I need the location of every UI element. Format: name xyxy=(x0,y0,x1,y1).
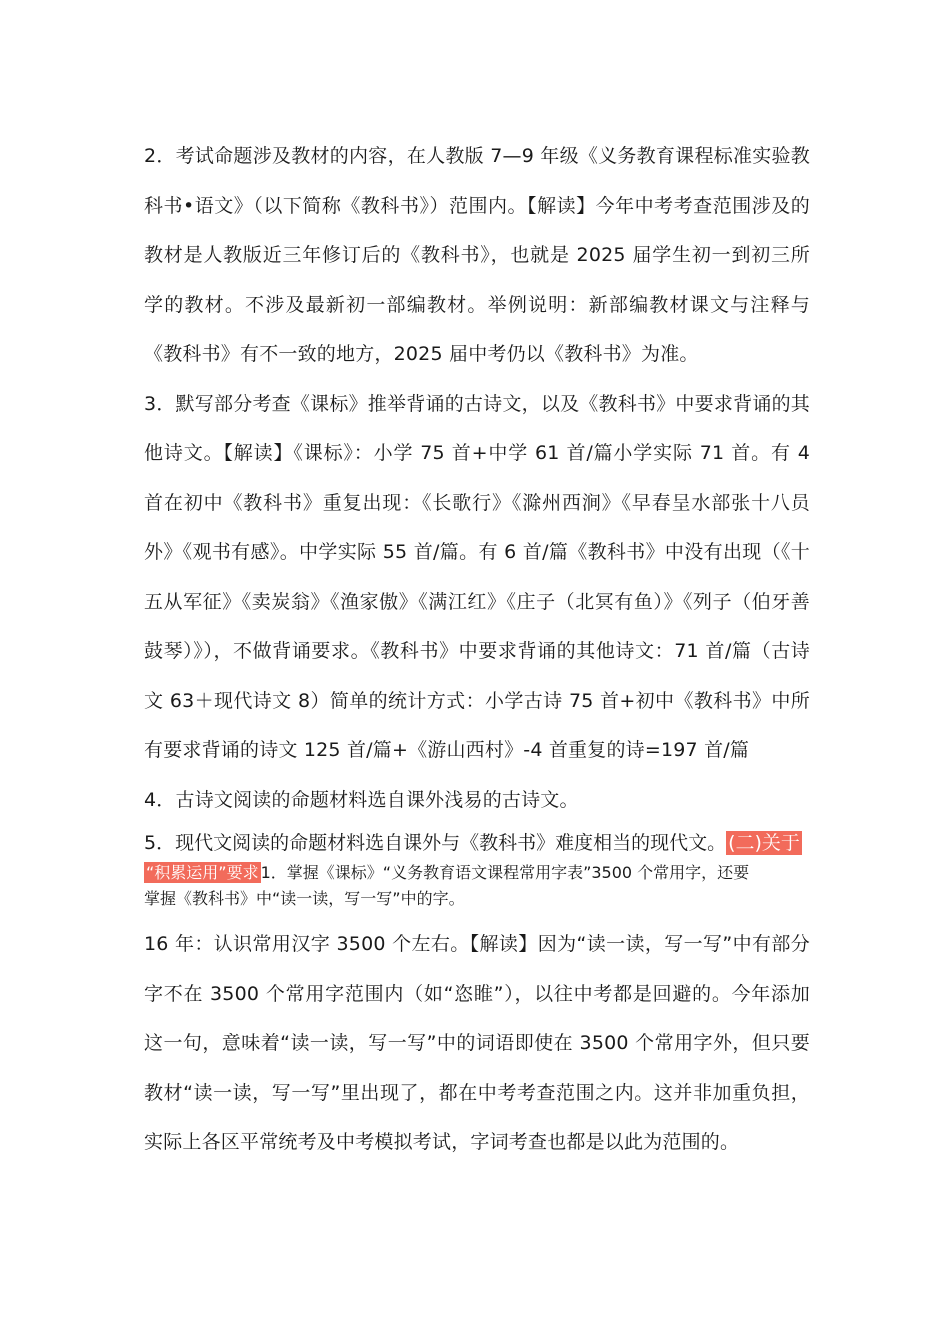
paragraph-item-3: 3．默写部分考查《课标》推举背诵的古诗文，以及《教科书》中要求背诵的其他诗文。【解读】《课标》：小学 75 首+中学 61 首/篇小学实际 71 首。有 4 首在初中《教科书》重复出现：《长歌行》《滁州西涧》《早春呈水部张十八员外》《观书有感》。中学实际 55 首/篇。有 6 首/篇《教科书》中没有出现（《十五从军征》《卖炭翁》《渔家傲》《满江红》《庄子（北冥有鱼）》《列子（伯牙善鼓琴）》），不做背诵要求。《教科书》中要求背诵的其他诗文：71 首/篇（古诗文 63＋现代诗文 8）简单的统计方式：小学古诗 75 首+初中《教科书》中所有要求背诵的诗文 125 首/篇+《游山西村》-4 首重复的诗=197 首/篇 xyxy=(144,392,810,761)
section-heading-highlight-cont: “积累运用”要求 xyxy=(146,863,259,882)
requirement-item-1-cont: 掌握《教科书》中“读一读，写一写”中的字。 xyxy=(144,889,465,908)
paragraph-item-4: 4．古诗文阅读的命题材料选自课外浅易的古诗文。 xyxy=(144,788,579,811)
paragraph-item-16: 16 年：认识常用汉字 3500 个左右。【解读】因为“读一读，写一写”中有部分字不在 3500 个常用字范围内（如“恣睢”），以往中考都是回避的。今年添加这一句，意味着“读一读，写一写”中的词语即使在 3500 个常用字外，但只要教材“读一读，写一写”里出现了，都在中考考查范围之内。这并非加重负担，实际上各区平常统考及中考模拟考试，字词考查也都是以此为范围的。 xyxy=(144,933,810,1153)
paragraph-item-5 xyxy=(144,827,810,912)
paragraph-5-line xyxy=(144,827,810,859)
requirement-item-1: 1．掌握《课标》“义务教育语文课程常用字表”3500 个常用字，还要 xyxy=(260,863,750,882)
section-heading-highlight: (二)关于 xyxy=(728,832,800,854)
paragraph-5-lead: 5．现代文阅读的命题材料选自课外与《教科书》难度相当的现代文。 xyxy=(144,832,727,854)
paragraph-5-continuation xyxy=(144,859,810,886)
paragraph-item-2: 2．考试命题涉及教材的内容，在人教版 7—9 年级《义务教育课程标准实验教科书•语文》（以下简称《教科书》）范围内。【解读】今年中考考查范围涉及的教材是人教版近三年修订后的《教科书》，也就是 2025 届学生初一到初三所学的教材。不涉及最新初一部编教材。举例说明：新部编教材课文与注释与《教科书》有不一致的地方，2025 届中考仍以《教科书》为准。 xyxy=(144,145,810,365)
document-body xyxy=(144,132,810,1168)
